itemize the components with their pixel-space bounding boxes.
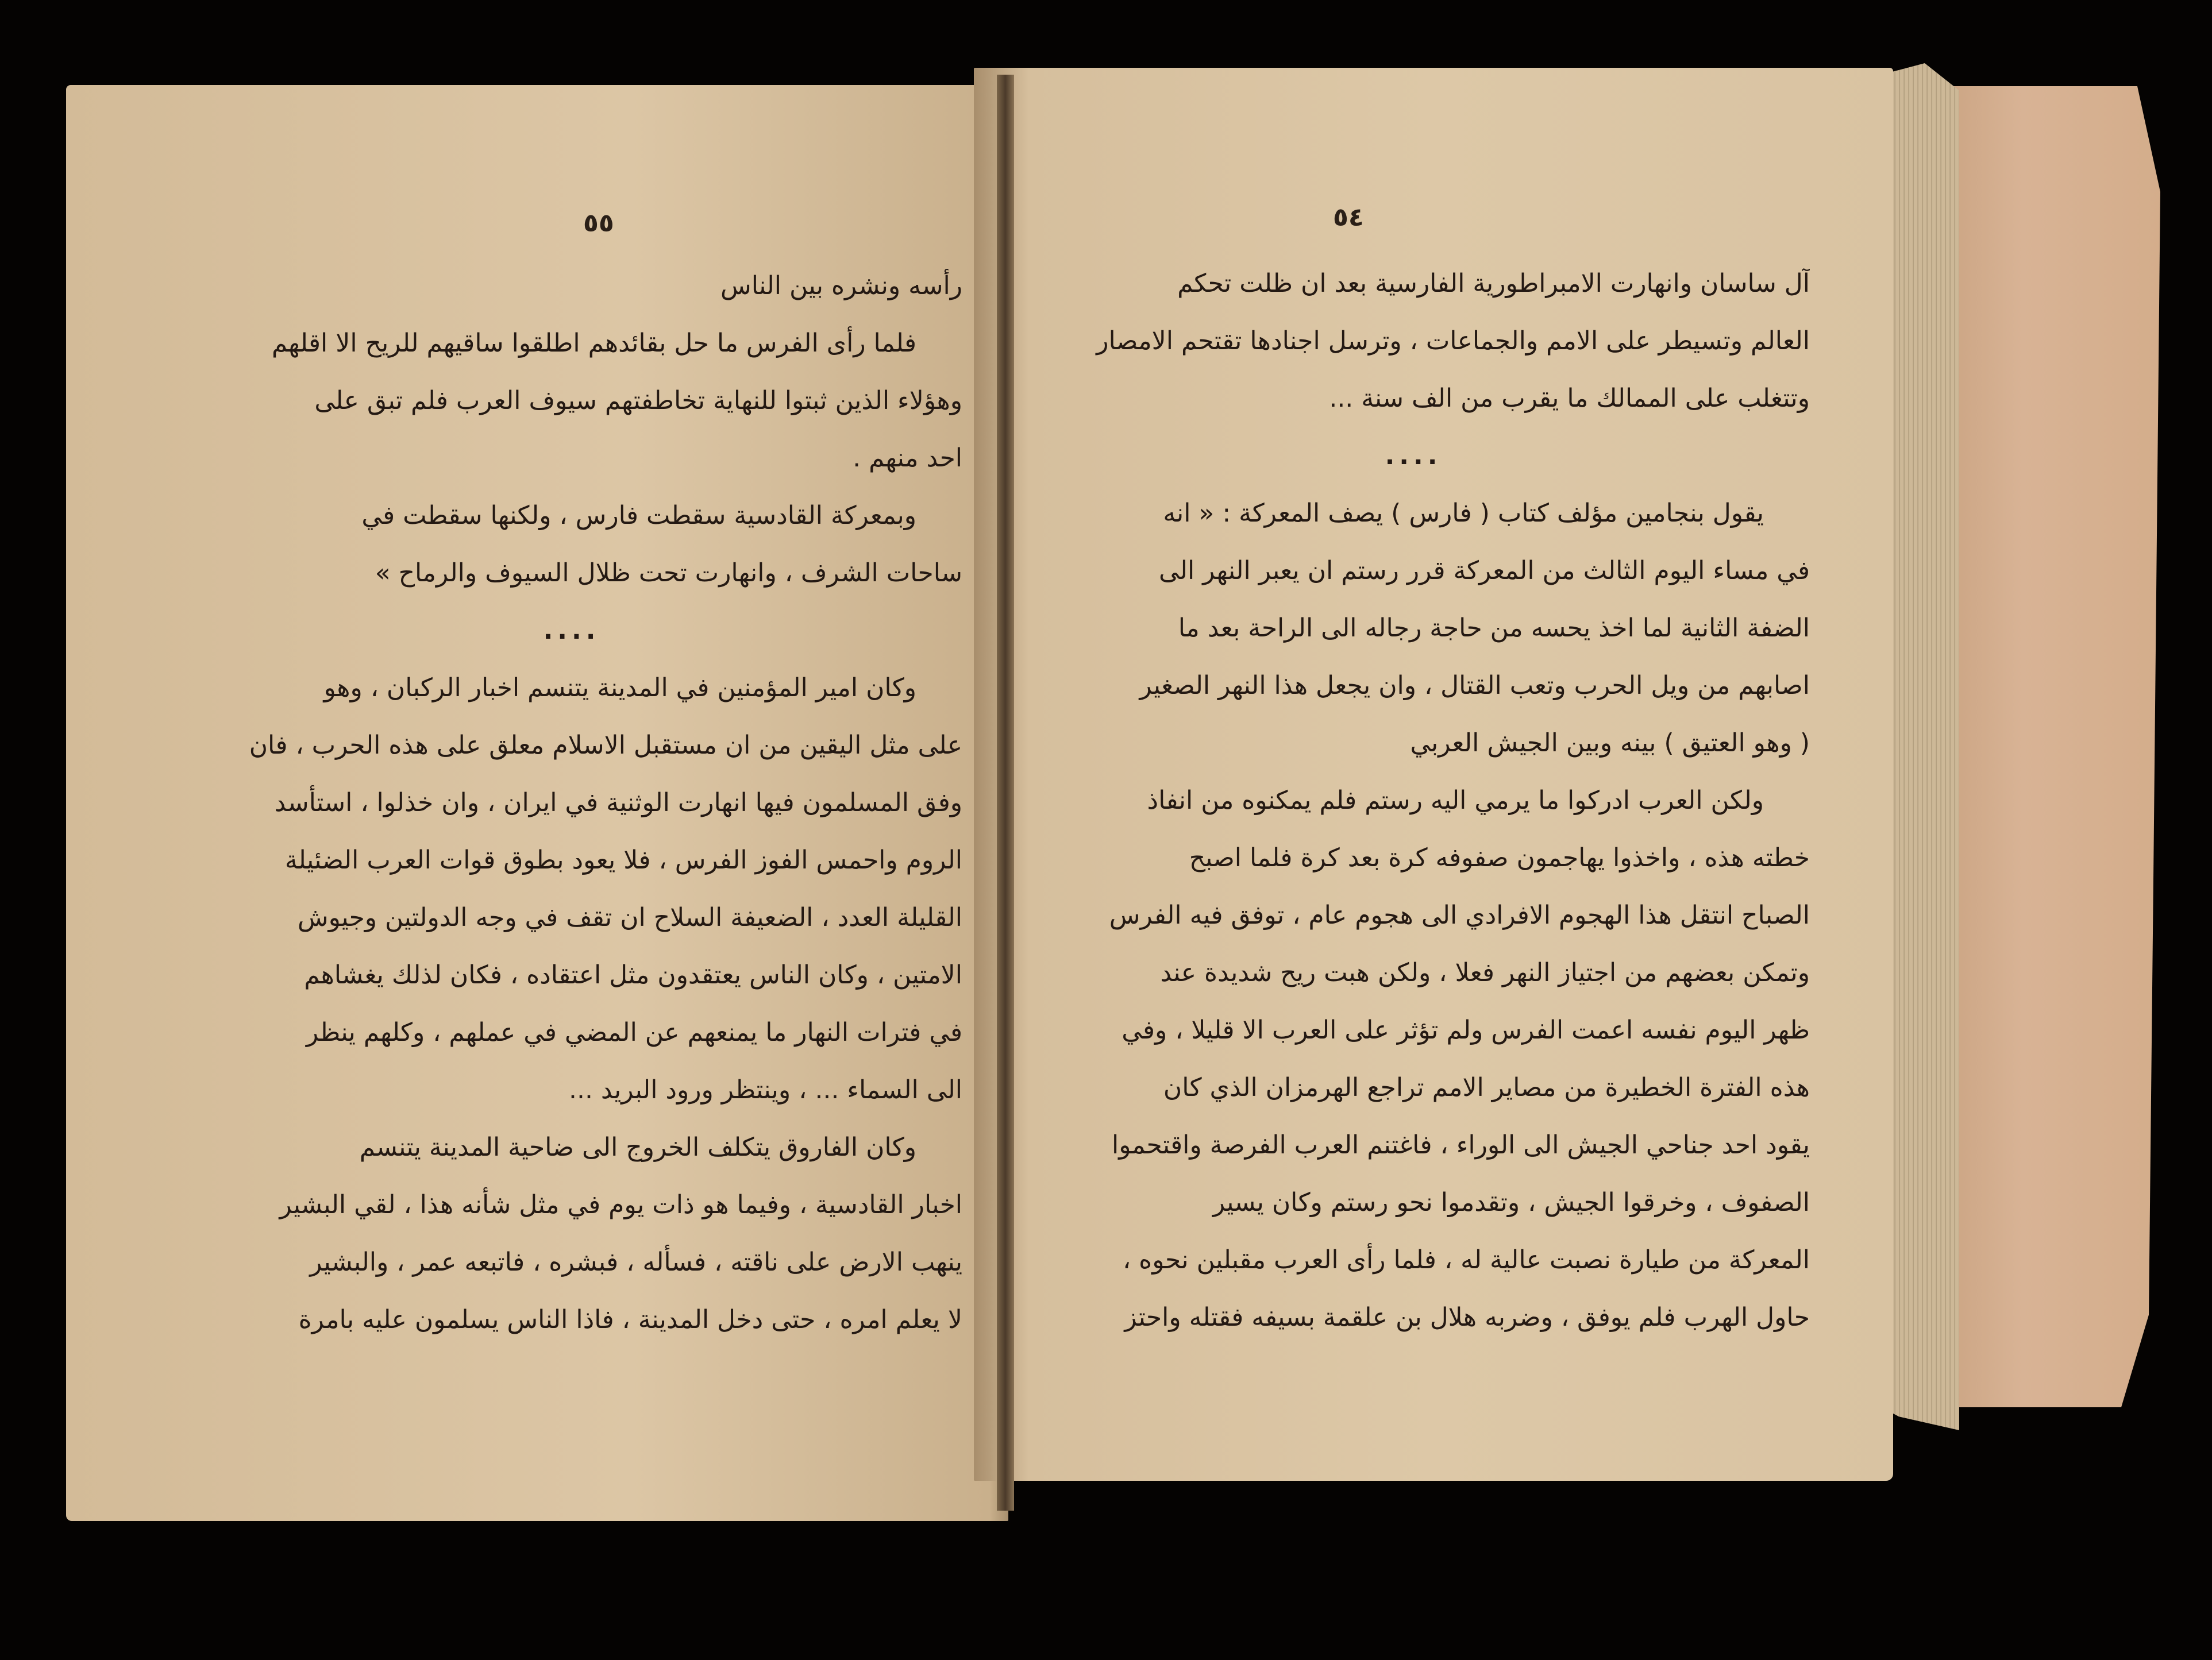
text-line: الصفوف ، وخرقوا الجيش ، وتقدموا نحو رستم وكان يسير <box>1212 1188 1810 1217</box>
text-line: ولكن العرب ادركوا ما يرمي اليه رستم فلم يمكنوه من انفاذ <box>1147 786 1764 815</box>
text-line: الصباح انتقل هذا الهجوم الافرادي الى هجوم عام ، توفق فيه الفرس <box>1109 901 1810 930</box>
text-line: احد منهم . <box>853 443 962 473</box>
text-line: وهؤلاء الذين ثبتوا للنهاية تخاطفتهم سيوف العرب فلم تبق على <box>314 386 962 415</box>
text-line: وتتغلب على الممالك ما يقرب من الف سنة ... <box>1329 384 1810 413</box>
text-line: رأسه ونشره بين الناس <box>720 271 962 300</box>
text-line: الروم واحمس الفوز الفرس ، فلا يعود بطوق قوات العرب الضئيلة <box>284 846 962 875</box>
text-line: .... <box>543 616 600 645</box>
text-line: العالم وتسيطر على الامم والجماعات ، وترسل اجنادها تقتحم الامصار <box>1096 326 1810 356</box>
text-line: ساحات الشرف ، وانهارت تحت ظلال السيوف والرماح » <box>375 558 962 588</box>
text-line: لا يعلم امره ، حتى دخل المدينة ، فاذا الناس يسلمون عليه بامرة <box>298 1305 962 1334</box>
text-line: ظهر اليوم نفسه اعمت الفرس ولم تؤثر على العرب الا قليلا ، وفي <box>1122 1016 1810 1045</box>
text-line: على مثل اليقين من ان مستقبل الاسلام معلق على هذه الحرب ، فان <box>249 731 962 760</box>
left-page-number: ٥٥ <box>583 209 614 238</box>
book-gutter <box>997 75 1014 1511</box>
text-line: ينهب الارض على ناقته ، فسأله ، فبشره ، فاتبعه عمر ، والبشير <box>310 1248 962 1277</box>
text-line: اخبار القادسية ، وفيما هو ذات يوم في مثل شأنه هذا ، لقي البشير <box>279 1190 962 1219</box>
text-line: وكان امير المؤمنين في المدينة يتنسم اخبار الركبان ، وهو <box>323 673 916 702</box>
left-page <box>66 85 1008 1521</box>
text-line: .... <box>1385 441 1442 470</box>
text-line: اصابهم من ويل الحرب وتعب القتال ، وان يجعل هذا النهر الصغير <box>1139 671 1810 700</box>
text-line: هذه الفترة الخطيرة من مصاير الامم تراجع الهرمزان الذي كان <box>1163 1073 1810 1102</box>
text-line: في فترات النهار ما يمنعهم عن المضي في عملهم ، وكلهم ينظر <box>306 1018 962 1047</box>
right-page-number: ٥٤ <box>1333 203 1364 232</box>
text-line: الى السماء ... ، وينتظر ورود البريد ... <box>568 1075 962 1105</box>
text-line: يقود احد جناحي الجيش الى الوراء ، فاغتنم العرب الفرصة واقتحموا <box>1112 1130 1810 1160</box>
text-line: في مساء اليوم الثالث من المعركة قرر رستم ان يعبر النهر الى <box>1158 556 1810 585</box>
right-page <box>974 68 1893 1481</box>
text-line: وبمعركة القادسية سقطت فارس ، ولكنها سقطت في <box>361 501 916 530</box>
text-line: الضفة الثانية لما اخذ يحسه من حاجة رجاله الى الراحة بعد ما <box>1178 613 1810 643</box>
text-line: وفق المسلمون فيها انهارت الوثنية في ايران ، وان خذلوا ، استأسد <box>274 788 962 817</box>
book-cover-edge <box>1930 86 2160 1407</box>
text-line: القليلة العدد ، الضعيفة السلاح ان تقف في وجه الدولتين وجيوش <box>297 903 962 932</box>
text-line: المعركة من طيارة نصبت عالية له ، فلما رأى العرب مقبلين نحوه ، <box>1122 1245 1810 1275</box>
text-line: فلما رأى الفرس ما حل بقائدهم اطلقوا ساقيهم للريح الا اقلهم <box>271 329 916 358</box>
text-line: آل ساسان وانهارت الامبراطورية الفارسية بعد ان ظلت تحكم <box>1177 269 1810 298</box>
text-line: الامتين ، وكان الناس يعتقدون مثل اعتقاده ، فكان لذلك يغشاهم <box>304 960 962 990</box>
text-line: وكان الفاروق يتكلف الخروج الى ضاحية المدينة يتنسم <box>359 1133 916 1162</box>
text-line: ( وهو العتيق ) بينه وبين الجيش العربي <box>1410 728 1810 758</box>
left-page-text <box>181 257 962 1349</box>
text-line: وتمكن بعضهم من اجتياز النهر فعلا ، ولكن هبت ريح شديدة عند <box>1160 958 1810 987</box>
text-line: حاول الهرب فلم يوفق ، وضربه هلال بن علقمة بسيفه فقتله واحتز <box>1124 1303 1810 1332</box>
right-page-text <box>1017 255 1810 1346</box>
text-line: خطته هذه ، واخذوا يهاجمون صفوفه كرة بعد كرة فلما اصبح <box>1189 843 1810 873</box>
text-line: يقول بنجامين مؤلف كتاب ( فارس ) يصف المعركة : « انه <box>1163 499 1764 528</box>
